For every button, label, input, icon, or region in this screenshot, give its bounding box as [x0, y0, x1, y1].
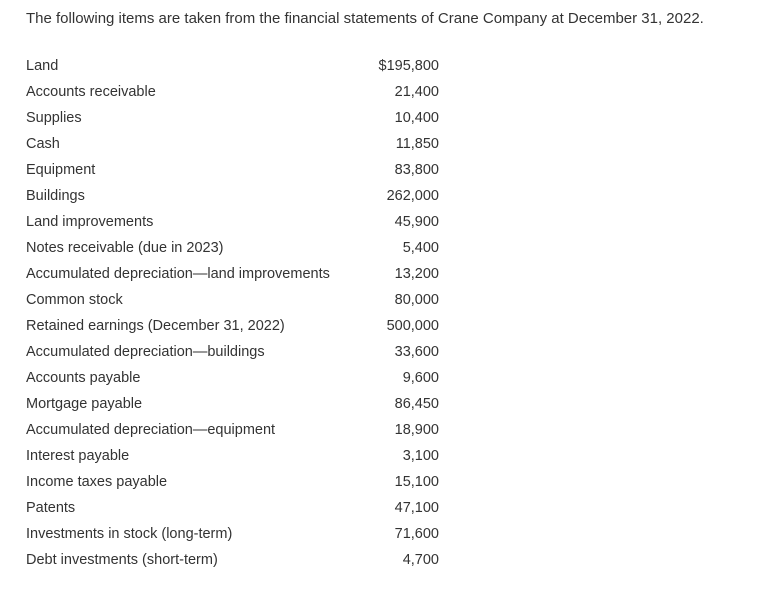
item-amount: 33,600: [394, 344, 439, 360]
item-row-equipment: [26, 157, 446, 183]
item-label: Retained earnings (December 31, 2022): [26, 318, 285, 334]
item-row-accum-dep-equipment: [26, 417, 446, 443]
item-label: Accumulated depreciation—buildings: [26, 344, 265, 360]
item-amount: 47,100: [394, 500, 439, 516]
item-amount: 4,700: [402, 552, 439, 568]
item-amount: $195,800: [378, 58, 439, 74]
item-row-debt-investments: [26, 547, 446, 573]
item-label: Notes receivable (due in 2023): [26, 240, 224, 256]
item-label: Equipment: [26, 162, 96, 178]
items-list: [26, 53, 446, 573]
item-label: Mortgage payable: [26, 396, 143, 412]
item-label: Accumulated depreciation—land improvements: [26, 266, 330, 282]
item-amount: 500,000: [386, 318, 439, 334]
item-amount: 83,800: [394, 162, 439, 178]
item-amount: 86,450: [394, 396, 439, 412]
item-amount: 3,100: [402, 448, 439, 464]
item-row-land-improvements: [26, 209, 446, 235]
item-amount: 262,000: [386, 188, 439, 204]
item-row-accounts-payable: [26, 365, 446, 391]
item-label: Investments in stock (long-term): [26, 526, 233, 542]
item-label: Buildings: [26, 188, 85, 204]
item-amount: 71,600: [394, 526, 439, 542]
item-label: Cash: [26, 136, 60, 152]
item-amount: 13,200: [394, 266, 439, 282]
item-label: Supplies: [26, 110, 82, 126]
item-label: Income taxes payable: [26, 474, 168, 490]
item-amount: 5,400: [402, 240, 439, 256]
item-label: Accounts receivable: [26, 84, 156, 100]
item-amount: 9,600: [402, 370, 439, 386]
item-label: Accumulated depreciation—equipment: [26, 422, 276, 438]
item-row-common-stock: [26, 287, 446, 313]
item-amount: 11,850: [395, 136, 439, 152]
item-label: Debt investments (short-term): [26, 552, 218, 568]
item-amount: 18,900: [394, 422, 439, 438]
item-label: Interest payable: [26, 448, 130, 464]
item-label: Common stock: [26, 292, 123, 308]
item-row-interest-payable: [26, 443, 446, 469]
item-row-cash: [26, 131, 446, 157]
item-row-land: [26, 53, 446, 79]
item-row-supplies: [26, 105, 446, 131]
item-row-investments-in-stock: [26, 521, 446, 547]
item-row-patents: [26, 495, 446, 521]
item-amount: 10,400: [394, 110, 439, 126]
intro-text: The following items are taken from the financial statements of Crane Company at December 31, 2022.: [26, 10, 704, 27]
item-label: Accounts payable: [26, 370, 141, 386]
item-amount: 80,000: [394, 292, 439, 308]
item-label: Land improvements: [26, 214, 154, 230]
item-row-income-taxes-payable: [26, 469, 446, 495]
item-row-accum-dep-buildings: [26, 339, 446, 365]
item-amount: 45,900: [394, 214, 439, 230]
item-row-mortgage-payable: [26, 391, 446, 417]
item-amount: 21,400: [394, 84, 439, 100]
item-label: Land: [26, 58, 59, 74]
item-row-notes-receivable: [26, 235, 446, 261]
item-amount: 15,100: [394, 474, 439, 490]
item-row-accounts-receivable: [26, 79, 446, 105]
item-row-retained-earnings: [26, 313, 446, 339]
item-row-buildings: [26, 183, 446, 209]
item-label: Patents: [26, 500, 76, 516]
item-row-accum-dep-land-improvements: [26, 261, 446, 287]
